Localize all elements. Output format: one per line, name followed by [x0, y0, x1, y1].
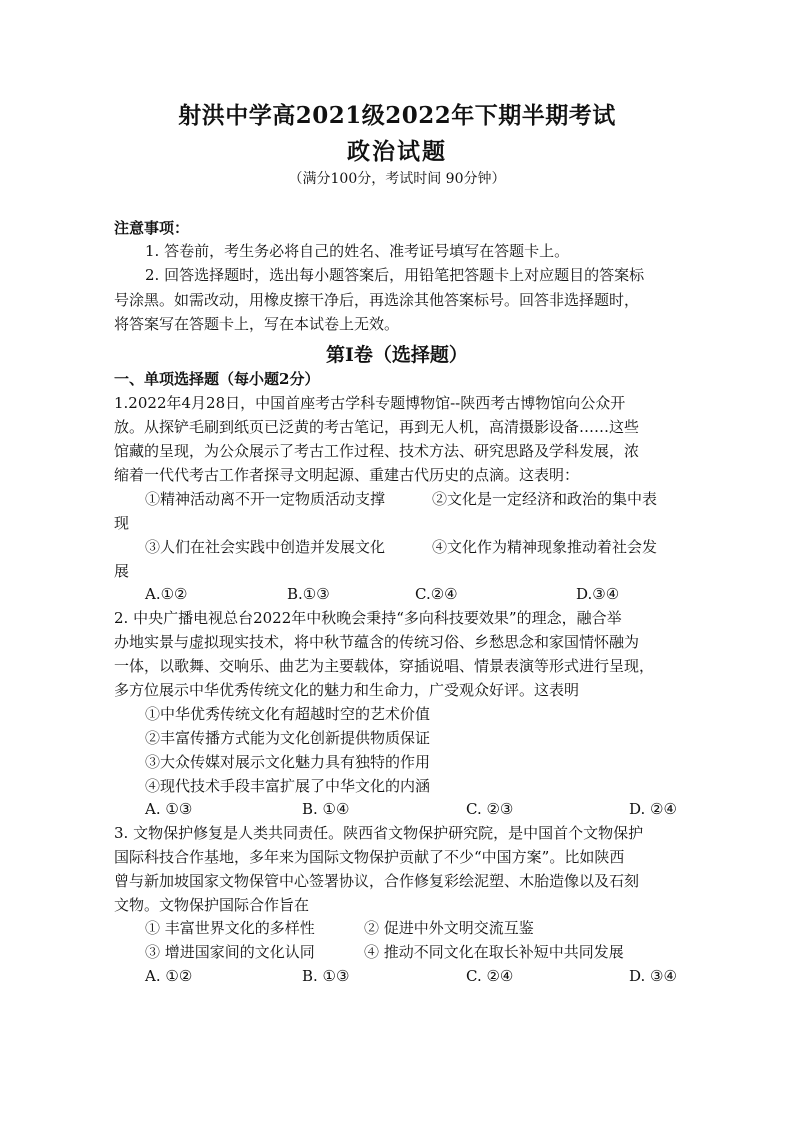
q1-statement-3: ③人们在社会实践中创造并发展文化 [145, 538, 386, 556]
notice-item-2-line-2: 号涂黑。如需改动，用橡皮擦干净后，再选涂其他答案标号。回答非选择题时， [114, 291, 640, 309]
q1-option-b[interactable]: B.①③ [287, 585, 330, 603]
q1-statement-4-wrap: 展 [114, 562, 130, 580]
q1-stem-line: 馆藏的呈现，为公众展示了考古工作过程、技术方法、研究思路及学科发展，浓 [114, 442, 640, 460]
q3-statement-4: ④ 推动不同文化在取长补短中共同发展 [364, 943, 624, 961]
q1-option-a[interactable]: A.①② [145, 585, 188, 603]
subject-title: 政治试题 [347, 138, 447, 165]
q3-option-b[interactable]: B. ①③ [302, 967, 350, 985]
q3-stem-line: 曾与新加坡国家文物保管中心签署协议，合作修复彩绘泥塑、木胎造像以及石刻 [114, 872, 640, 890]
q2-statement-2: ②丰富传播方式能为文化创新提供物质保证 [145, 729, 431, 747]
q3-option-a[interactable]: A. ①② [145, 967, 193, 985]
q3-option-d[interactable]: D. ③④ [629, 967, 677, 985]
q3-statement-3: ③ 增进国家间的文化认同 [145, 943, 315, 961]
q2-option-d[interactable]: D. ②④ [629, 800, 677, 818]
q2-stem-line: 多方位展示中华优秀传统文化的魅力和生命力，广受观众好评。这表明 [114, 681, 580, 699]
q2-stem-line: 办地实景与虚拟现实技术，将中秋节蕴含的传统习俗、乡愁思念和家国情怀融为 [114, 633, 640, 651]
q1-statement-4: ④文化作为精神现象推动着社会发 [432, 538, 658, 556]
q1-statement-2-wrap: 现 [114, 514, 130, 532]
q2-statement-4: ④现代技术手段丰富扩展了中华文化的内涵 [145, 777, 431, 795]
notice-item-2-line-1: 2. 回答选择题时，选出每小题答案后，用铅笔把答题卡上对应题目的答案标 [145, 266, 645, 284]
q3-options [145, 966, 685, 986]
q2-stem-line: 一体，以歌舞、交响乐、曲艺为主要载体，穿插说唱、情景表演等形式进行呈现， [114, 657, 655, 675]
q1-option-d[interactable]: D.③④ [576, 585, 620, 603]
q2-option-c[interactable]: C. ②③ [466, 800, 514, 818]
q3-statement-1: ① 丰富世界文化的多样性 [145, 919, 315, 937]
q2-option-a[interactable]: A. ①③ [145, 800, 193, 818]
q2-options [145, 799, 685, 819]
section-title: 第Ⅰ卷（选择题） [326, 344, 468, 366]
q3-stem-line: 文物。文物保护国际合作旨在 [114, 896, 310, 914]
q3-option-c[interactable]: C. ②④ [466, 967, 514, 985]
q3-statement-2: ② 促进中外文明交流互鉴 [364, 919, 534, 937]
q1-options [145, 584, 685, 604]
q1-stem-line: 1.2022年4月28日，中国首座考古学科专题博物馆--陕西考古博物馆向公众开 [114, 394, 626, 412]
q3-stem-line: 国际科技合作基地，多年来为国际文物保护贡献了不少“中国方案”。比如陕西 [114, 848, 625, 866]
exam-info-note: （满分100分，考试时间 90分钟） [288, 171, 506, 187]
notice-item-2-line-3: 将答案写在答题卡上，写在本试卷上无效。 [114, 315, 400, 333]
part-heading: 一、单项选择题（每小题2分） [114, 370, 320, 388]
q2-stem-line: 2. 中央广播电视总台2022年中秋晚会秉持“多向科技要效果”的理念，融合举 [114, 609, 622, 627]
q1-option-c[interactable]: C.②④ [415, 585, 458, 603]
notice-item-1: 1. 答卷前，考生务必将自己的姓名、准考证号填写在答题卡上。 [145, 242, 570, 260]
q1-stem-line: 放。从探铲毛刷到纸页已泛黄的考古笔记，再到无人机，高清摄影设备……这些 [114, 418, 640, 436]
q2-option-b[interactable]: B. ①④ [302, 800, 350, 818]
notice-heading: 注意事项： [114, 219, 190, 237]
q1-statement-2: ②文化是一定经济和政治的集中表 [432, 490, 658, 508]
exam-title: 射洪中学高2021级2022年下期半期考试 [178, 102, 616, 129]
q2-statement-3: ③大众传媒对展示文化魅力具有独特的作用 [145, 753, 431, 771]
q3-stem-line: 3. 文物保护修复是人类共同责任。陕西省文物保护研究院，是中国首个文物保护 [114, 824, 644, 842]
q1-statement-1: ①精神活动离不开一定物质活动支撑 [145, 490, 386, 508]
q1-stem-line: 缩着一代代考古工作者探寻文明起源、重建古代历史的点滴。这表明： [114, 466, 580, 484]
q2-statement-1: ①中华优秀传统文化有超越时空的艺术价值 [145, 705, 431, 723]
